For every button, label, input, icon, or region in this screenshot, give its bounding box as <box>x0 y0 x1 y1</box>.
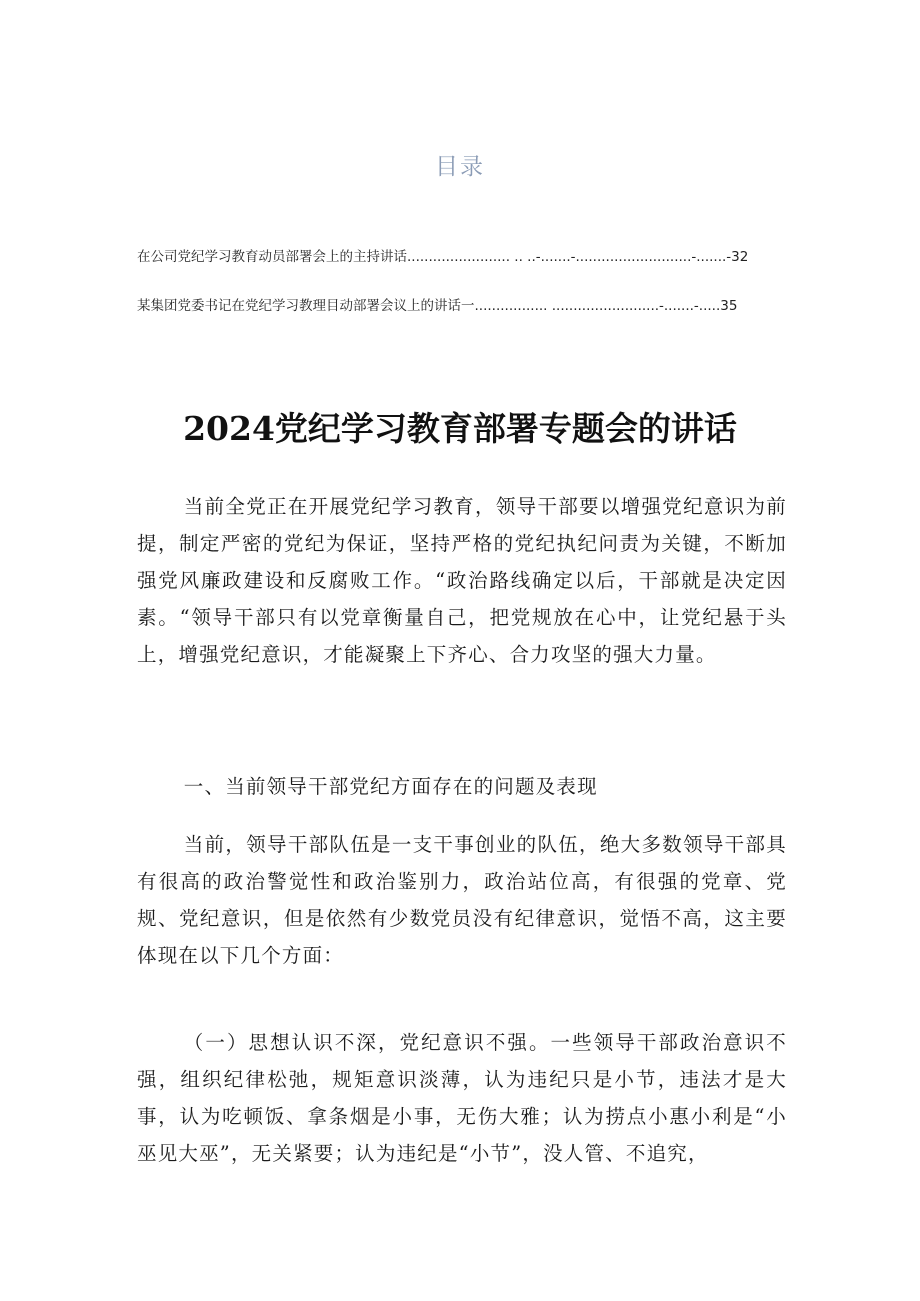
toc-entry[interactable]: 某集团党委书记在党纪学习教理目动部署会议上的讲话一................. .........................-.......-.....35 <box>137 298 738 314</box>
toc-title: 目录 <box>435 154 485 180</box>
document-title: 2024党纪学习教育部署专题会的讲话 <box>183 409 737 448</box>
body-paragraph: （一）思想认识不深，党纪意识不强。一些领导干部政治意识不强，组织纪律松弛，规矩意识淡薄，认为违纪只是小节，违法才是大事，认为吃顿饭、拿条烟是小事，无伤大雅；认为捞点小惠小利是“小巫见大巫”，无关紧要；认为违纪是“小节”，没人管、不追究， <box>137 1031 787 1165</box>
section-heading: 一、当前领导干部党纪方面存在的问题及表现 <box>183 775 598 798</box>
body-paragraph: 当前全党正在开展党纪学习教育，领导干部要以增强党纪意识为前提，制定严密的党纪为保证，坚持严格的党纪执纪问责为关键，不断加强党风廉政建设和反腐败工作。“政治路线确定以后，干部就是决定因素。“领导干部只有以党章衡量自己，把党规放在心中，让党纪悬于头上，增强党纪意识，才能凝聚上下齐心、合力攻坚的强大力量。 <box>137 495 787 666</box>
body-paragraph: 当前，领导干部队伍是一支干事创业的队伍，绝大多数领导干部具有很高的政治警觉性和政治鉴别力，政治站位高，有很强的党章、党规、党纪意识，但是依然有少数党员没有纪律意识，觉悟不高，这主要体现在以下几个方面： <box>137 833 787 967</box>
toc-entry[interactable]: 在公司党纪学习教育动员部署会上的主持讲话........................ .. ..-.......-...........................-.......-32 <box>137 249 749 265</box>
